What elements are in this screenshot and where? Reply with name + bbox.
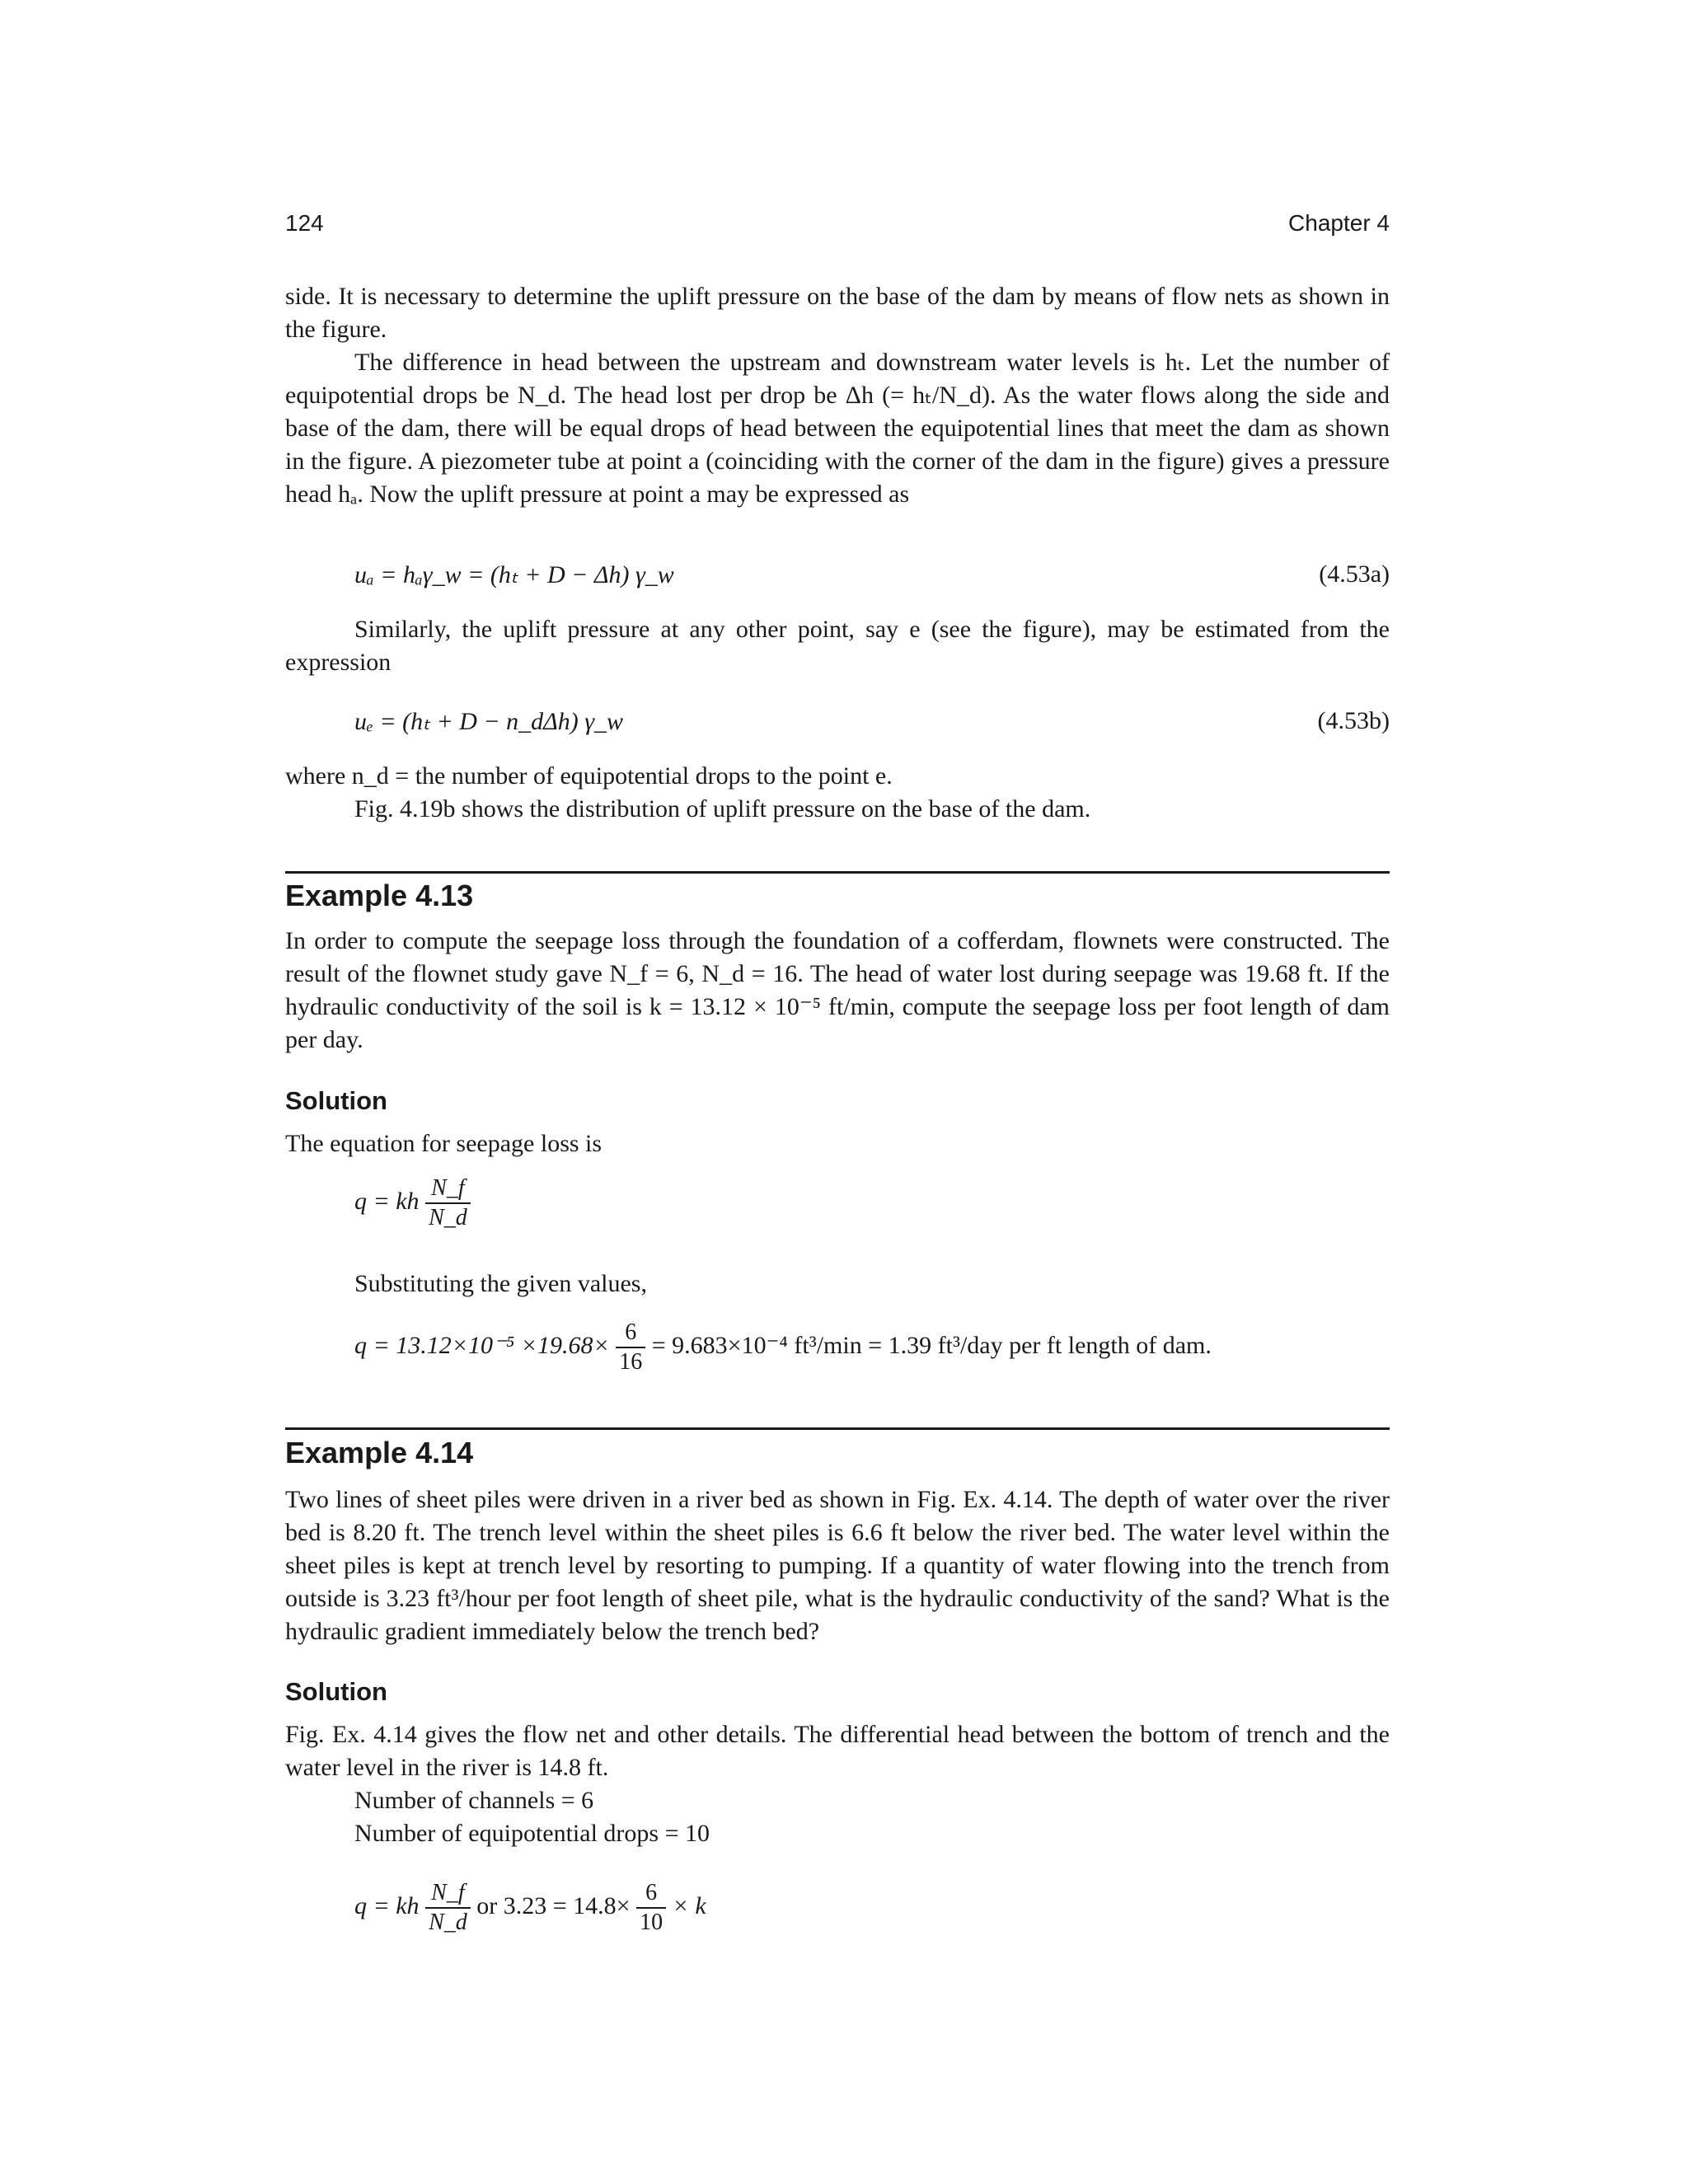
example-4-14-solution-line-1: Fig. Ex. 4.14 gives the flow net and other details. The differential head between the bottom of trench and the water level in the river is 14.8 ft. — [285, 1721, 1390, 1781]
equation-number-4-53a: (4.53a) — [1319, 560, 1390, 588]
example-4-14-title: Example 4.14 — [285, 1436, 474, 1469]
intro-section — [285, 280, 1390, 511]
seepage-calculation-lhs: q = 13.12×10⁻⁵ ×19.68× — [354, 1331, 610, 1359]
seepage-calculation-numerator: 6 — [616, 1319, 645, 1348]
conductivity-formula-numerator-1: N_f — [425, 1879, 471, 1909]
conductivity-formula-numerator-2: 6 — [636, 1879, 666, 1909]
example-4-14-rule — [285, 1427, 1390, 1430]
seepage-formula-numerator: N_f — [425, 1174, 471, 1204]
seepage-formula-denominator: N_d — [429, 1205, 467, 1230]
conductivity-formula-fraction-1 — [425, 1879, 471, 1937]
example-4-13-problem: In order to compute the seepage loss through the foundation of a cofferdam, flownets were constructed. The result of the flownet study gave N_f = 6, N_d = 16. The head of water lost during seepage was 19.68 ft. If the hydraulic conductivity of the soil is k = 13.12 × 10⁻⁵ ft/min, compute the seepage loss per foot length of dam per day. — [285, 927, 1390, 1053]
seepage-calculation-rhs: = 9.683×10⁻⁴ ft³/min = 1.39 ft³/day — [651, 1331, 1003, 1359]
example-4-14-solution-line-2: Number of channels = 6 — [354, 1787, 594, 1814]
example-4-14-solution-wrap — [285, 1718, 1390, 1784]
example-4-14-counts — [354, 1784, 1390, 1850]
intro-paragraph-3: Similarly, the uplift pressure at any other point, say e (see the figure), may be estimated from the expression — [285, 616, 1390, 676]
page-number: 124 — [285, 210, 324, 236]
seepage-formula-lhs: q = kh — [354, 1187, 420, 1215]
page-header — [285, 210, 1390, 243]
seepage-formula — [354, 1174, 471, 1232]
example-4-13-substituting-wrap — [354, 1268, 1390, 1301]
intro-paragraph-2: The difference in head between the upstream and downstream water levels is hₜ. Let the number of equipotential drops be N_d. The head lost per drop be Δh (= hₜ/N_d). As the water flows along the side and base of the dam, there will be equal drops of head between the equipotential lines that meet the dam as shown in the figure. A piezometer tube at point a (coinciding with the corner of the dam in the figure) gives a pressure head hₐ. Now the uplift pressure at point a may be expressed as — [285, 349, 1390, 508]
seepage-calculation-tail: per ft length of dam. — [1009, 1331, 1212, 1359]
example-4-13-solution-title: Solution — [285, 1086, 387, 1115]
intro-closing — [285, 760, 1390, 826]
conductivity-formula-fraction-2 — [636, 1879, 666, 1937]
equation-number-4-53b: (4.53b) — [1317, 707, 1390, 734]
example-4-14-problem-wrap — [285, 1483, 1390, 1648]
intro-paragraph-4: where n_d = the number of equipotential drops to the point e. — [285, 762, 893, 790]
conductivity-formula-denominator-1: N_d — [429, 1910, 467, 1935]
conductivity-formula-denominator-2: 10 — [640, 1910, 663, 1935]
example-4-13-title: Example 4.13 — [285, 879, 474, 912]
seepage-calculation — [354, 1319, 1212, 1376]
example-4-14-solution-line-3: Number of equipotential drops = 10 — [354, 1820, 710, 1847]
seepage-formula-fraction — [425, 1174, 471, 1232]
conductivity-formula-middle: or 3.23 = 14.8× — [476, 1891, 631, 1919]
example-4-13-solution-intro — [285, 1127, 1390, 1160]
example-4-14-solution-title: Solution — [285, 1677, 387, 1706]
seepage-calculation-denominator: 16 — [619, 1349, 643, 1375]
intro-paragraph-1: side. It is necessary to determine the uplift pressure on the base of the dam by means of flow nets as shown in the figure. — [285, 283, 1390, 343]
example-4-13-rule — [285, 871, 1390, 874]
conductivity-formula — [354, 1879, 706, 1937]
equation-4-53a: uₐ = hₐγ_w = (hₜ + D − Δh) γ_w — [354, 561, 674, 588]
example-4-13-solution-line-1: The equation for seepage loss is — [285, 1130, 603, 1157]
conductivity-formula-lhs: q = kh — [354, 1891, 420, 1919]
intro-paragraph-3-wrap — [285, 613, 1390, 679]
example-4-13-solution-line-2: Substituting the given values, — [354, 1270, 647, 1297]
intro-paragraph-5: Fig. 4.19b shows the distribution of uplift pressure on the base of the dam. — [354, 795, 1091, 823]
example-4-14-problem: Two lines of sheet piles were driven in a river bed as shown in Fig. Ex. 4.14. The depth of water over the river bed is 8.20 ft. The trench level within the sheet piles is 6.6 ft below the river bed. The water level within the sheet piles is kept at trench level by resorting to pumping. If a quantity of water flowing into the trench from outside is 3.23 ft³/hour per foot length of sheet pile, what is the hydraulic conductivity of the sand? What is the hydraulic gradient immediately below the trench bed? — [285, 1486, 1390, 1645]
equation-4-53b: uₑ = (hₜ + D − n_dΔh) γ_w — [354, 708, 624, 735]
example-4-13-problem-wrap — [285, 925, 1390, 1057]
chapter-label: Chapter 4 — [1288, 210, 1390, 236]
seepage-calculation-fraction — [616, 1319, 645, 1376]
conductivity-formula-tail: × k — [672, 1891, 706, 1919]
